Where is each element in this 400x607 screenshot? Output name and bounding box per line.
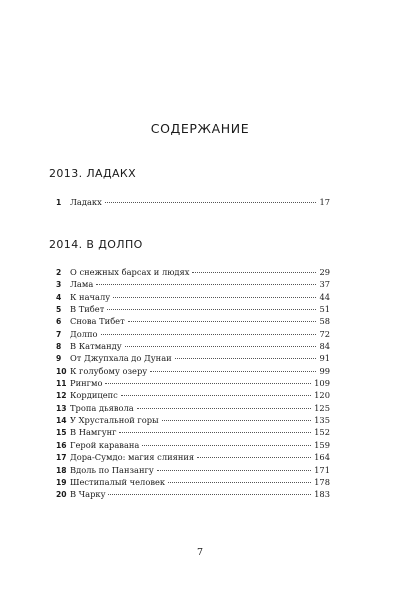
toc-entry-number: 10 xyxy=(56,366,67,376)
toc-entry-title: О снежных барсах и людях xyxy=(70,267,190,277)
page-title: СОДЕРЖАНИЕ xyxy=(150,121,250,136)
toc-entry-page: 135 xyxy=(314,415,330,426)
toc-entry xyxy=(56,278,330,290)
toc-entry-number: 13 xyxy=(56,403,67,413)
toc-entry-page: 171 xyxy=(314,464,330,475)
dot-leader xyxy=(113,297,316,298)
toc-list-ladakh xyxy=(56,196,330,208)
toc-list-dolpo xyxy=(56,266,330,501)
dot-leader xyxy=(168,482,311,483)
toc-entry xyxy=(56,340,330,352)
toc-entry-page: 99 xyxy=(319,365,330,376)
toc-entry xyxy=(56,377,330,389)
toc-entry-number: 3 xyxy=(56,280,62,290)
toc-entry-number: 20 xyxy=(56,490,67,500)
dot-leader xyxy=(197,457,311,458)
toc-entry xyxy=(56,196,330,208)
toc-entry-page: 91 xyxy=(319,353,330,364)
dot-leader xyxy=(128,321,317,322)
toc-entry xyxy=(56,414,330,426)
toc-entry-number: 18 xyxy=(56,465,67,475)
toc-entry-page: 109 xyxy=(314,378,330,389)
toc-entry-page: 125 xyxy=(314,402,330,413)
dot-leader xyxy=(105,383,311,384)
dot-leader xyxy=(157,470,311,471)
section-heading-dolpo: 2014. В ДОЛПО xyxy=(49,238,143,251)
toc-entry xyxy=(56,389,330,401)
dot-leader xyxy=(150,371,316,372)
toc-entry-number: 9 xyxy=(56,354,62,364)
toc-entry-page: 29 xyxy=(319,267,330,277)
page-number: 7 xyxy=(196,547,204,558)
toc-entry xyxy=(56,488,330,500)
toc-entry-page: 58 xyxy=(319,316,330,327)
toc-entry-title: В Чарку xyxy=(70,489,106,500)
dot-leader xyxy=(142,445,311,446)
toc-entry-title: Тропа дьявола xyxy=(70,402,134,413)
toc-entry xyxy=(56,439,330,451)
toc-entry-title: Долпо xyxy=(70,328,98,339)
dot-leader xyxy=(137,408,311,409)
toc-entry xyxy=(56,352,330,364)
toc-entry xyxy=(56,451,330,463)
dot-leader xyxy=(105,202,317,203)
toc-entry-number: 7 xyxy=(56,329,62,339)
toc-entry xyxy=(56,303,330,315)
dot-leader xyxy=(107,309,316,310)
toc-entry-number: 17 xyxy=(56,453,67,463)
toc-entry xyxy=(56,328,330,340)
toc-entry xyxy=(56,476,330,488)
toc-entry-page: 152 xyxy=(314,427,330,438)
toc-entry-title: Ладакх xyxy=(70,197,102,207)
toc-entry-title: Снова Тибет xyxy=(70,316,125,327)
toc-entry-title: Лама xyxy=(70,279,94,290)
toc-entry-title: Шестипалый человек xyxy=(70,476,166,487)
toc-entry-page: 183 xyxy=(314,489,330,500)
toc-entry xyxy=(56,402,330,414)
toc-entry-number: 16 xyxy=(56,440,67,450)
dot-leader xyxy=(121,395,311,396)
toc-entry-page: 84 xyxy=(319,341,330,352)
toc-entry-page: 164 xyxy=(314,452,330,463)
toc-entry-number: 8 xyxy=(56,342,62,352)
toc-entry xyxy=(56,291,330,303)
toc-entry xyxy=(56,426,330,438)
dot-leader xyxy=(119,432,311,433)
toc-entry xyxy=(56,266,330,278)
toc-entry-number: 4 xyxy=(56,292,62,302)
toc-entry-title: Кордицепс xyxy=(70,390,118,401)
toc-entry-number: 12 xyxy=(56,391,67,401)
dot-leader xyxy=(175,358,317,359)
dot-leader xyxy=(96,284,316,285)
dot-leader xyxy=(192,272,316,273)
toc-entry-number: 11 xyxy=(56,379,67,389)
toc-entry-page: 120 xyxy=(314,390,330,401)
dot-leader xyxy=(101,334,317,335)
toc-entry-title: Дора-Сумдо: магия слияния xyxy=(70,452,195,463)
toc-entry-number: 15 xyxy=(56,428,67,438)
toc-entry-page: 159 xyxy=(314,439,330,450)
section-heading-ladakh: 2013. ЛАДАКХ xyxy=(49,167,137,180)
toc-entry-title: У Хрустальной горы xyxy=(70,415,159,426)
toc-entry-title: Рингмо xyxy=(70,378,103,389)
toc-entry-title: Вдоль по Панзангу xyxy=(70,464,154,475)
toc-entry-title: В Намгунг xyxy=(70,427,117,438)
dot-leader xyxy=(125,346,317,347)
dot-leader xyxy=(162,420,312,421)
toc-entry-page: 17 xyxy=(319,197,330,207)
toc-entry-title: В Катманду xyxy=(70,341,122,352)
toc-entry xyxy=(56,315,330,327)
toc-entry-number: 6 xyxy=(56,317,62,327)
toc-entry-number: 1 xyxy=(56,198,62,207)
toc-entry-number: 2 xyxy=(56,268,62,277)
toc-entry-page: 178 xyxy=(314,476,330,487)
toc-entry xyxy=(56,464,330,476)
toc-entry xyxy=(56,365,330,377)
toc-entry-title: К началу xyxy=(70,291,111,302)
toc-entry-title: К голубому озеру xyxy=(70,365,148,376)
toc-entry-page: 51 xyxy=(319,304,330,315)
toc-entry-number: 19 xyxy=(56,477,67,487)
toc-entry-number: 14 xyxy=(56,416,67,426)
toc-entry-title: В Тибет xyxy=(70,304,105,315)
toc-entry-number: 5 xyxy=(56,305,62,315)
toc-entry-page: 37 xyxy=(319,279,330,290)
toc-entry-page: 72 xyxy=(319,328,330,339)
toc-entry-title: Герой каравана xyxy=(70,439,140,450)
dot-leader xyxy=(108,494,311,495)
toc-entry-title: От Джупхала до Дунаи xyxy=(70,353,172,364)
toc-entry-page: 44 xyxy=(319,291,330,302)
